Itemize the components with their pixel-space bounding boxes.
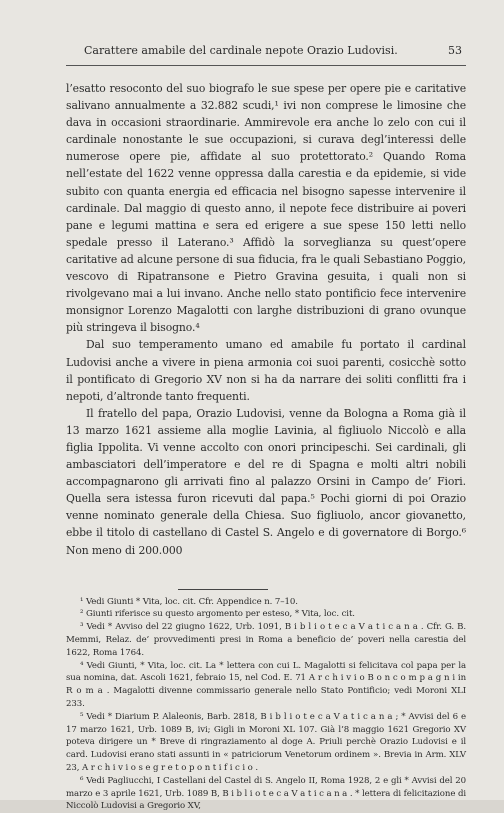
footnotes (66, 596, 466, 813)
footnote: ¹ Vedi Giunti * Vita, loc. cit. Cfr. Appendice n. 7–10. (80, 596, 298, 607)
footnote: ³ Vedi * Avviso del 22 giugno 1622, Urb. 1091, B i b l i o t e c a V a t i c a n a . Cfr. G. B. Memmi, Relaz. de’ provvedimenti presi in Roma a beneficio de’ poveri nella carestia del 1622, Roma 1764. (66, 622, 466, 658)
footnote-rule (178, 589, 268, 590)
footnote: ² Giunti riferisce su questo argomento per esteso, * Vita, loc. cit. (80, 609, 355, 620)
running-header (66, 44, 466, 57)
paragraph: Dal suo temperamento umano ed amabile fu portato il cardinal Ludovisi anche a vivere in piena armonia coi suoi parenti, cosicchè sotto il pontificato di Gregorio XV non si ha da narrare dei soliti conflitti fra i nepoti, d’altronde tanto frequenti. (66, 338, 466, 403)
running-title: Carattere amabile del cardinale nepote Orazio Ludovisi. (84, 44, 398, 57)
page-number: 53 (448, 44, 462, 57)
header-rule (66, 65, 466, 66)
paragraph: Il fratello del papa, Orazio Ludovisi, venne da Bologna a Roma già il 13 marzo 1621 assieme alla moglie Lavinia, al figliuolo Niccolò e alla figlia Ippolita. Vi venne accolto con onori principeschi. Sei cardinali, gli ambasciatori dell’imperatore e del re di Spagna e molti altri nobili accompagnarono gli arrivati fino al palazzo Orsini in Campo de’ Fiori. Quella sera istessa furon ricevuti dal papa.⁵ Pochi giorni di poi Orazio venne nominato generale della Chiesa. Suo figliuolo, ancor giovanetto, ebbe il titolo di castellano di Castel S. Angelo e di governatore di Borgo.⁶ Non meno di 200.000 (66, 406, 466, 557)
footnote: ⁵ Vedi * Diarium P. Alaleonis, Barb. 2818, B i b l i o t e c a V a t i c a n a ; * Avvisi del 6 e 17 marzo 1621, Urb. 1089 B, ivi; Gigli in Moroni XL 107. Già l’8 maggio 1621 Gregorio XV poteva dirigere un * Breve di ringraziamento al doge A. Priuli perchè Orazio Ludovisi e il card. Ludovisi erano stati assunti in « patriciorum Venetorum ordinem ». Brevia in Arm. XLV 23, A r c h i v i o s e g r e t o p o n t i f i c i o . (66, 711, 466, 773)
paragraph: l’esatto resoconto del suo biografo le sue spese per opere pie e caritative salivano annualmente a 32.882 scudi,¹ ivi non comprese le limosine che dava in occasioni straordinarie. Ammirevole era anche lo zelo con cui il cardinale nonostante le sue occupazioni, si curava degl’interessi delle numerose opere pie, affidate al suo protettorato.² Quando Roma nell’estate del 1622 venne oppressa dalla carestia e da epidemie, si vide subito con quanta energia ed efficacia nel bisogno sapesse intervenire il cardinale. Dal maggio di questo anno, il nepote fece distribuire ai poveri pane e legumi mattina e sera ed erigere a sue spese 150 letti nello spedale presso il Laterano.³ Affidò la sorveglianza su quest’opere caritative ad alcune persone di sua fiducia, fra le quali Sebastiano Poggio, vescovo di Ripatransone e Pietro Gravina gesuita, i quali non si rivolgevano mai a lui invano. Anche nello stato pontificio fece intervenire monsignor Lorenzo Magalotti con larghe distribuzioni di grano ovunque più stringeva il bisogno.⁴ (66, 82, 466, 335)
footnote: ⁴ Vedi Giunti, * Vita, loc. cit. La * lettera con cui L. Magalotti si felicitava col papa per la sua nomina, dat. Ascoli 1621, febraio 15, nel Cod. E. 71 A r c h i v i o B o n c o m p a g n i in R o m a . Magalotti divenne commissario generale nello Stato Pontificio; vedi Moroni XLI 233. (66, 660, 466, 709)
footnote: ⁶ Vedi Pagliucchi, I Castellani del Castel di S. Angelo II, Roma 1928, 2 e gli * Avvisi del 20 marzo e 3 aprile 1621, Urb. 1089 B, B i b l i o t e c a V a t i c a n a . * lettera di felicitazione di Niccolò Ludovisi a Gregorio XV, (66, 775, 466, 812)
body-text (66, 80, 466, 559)
